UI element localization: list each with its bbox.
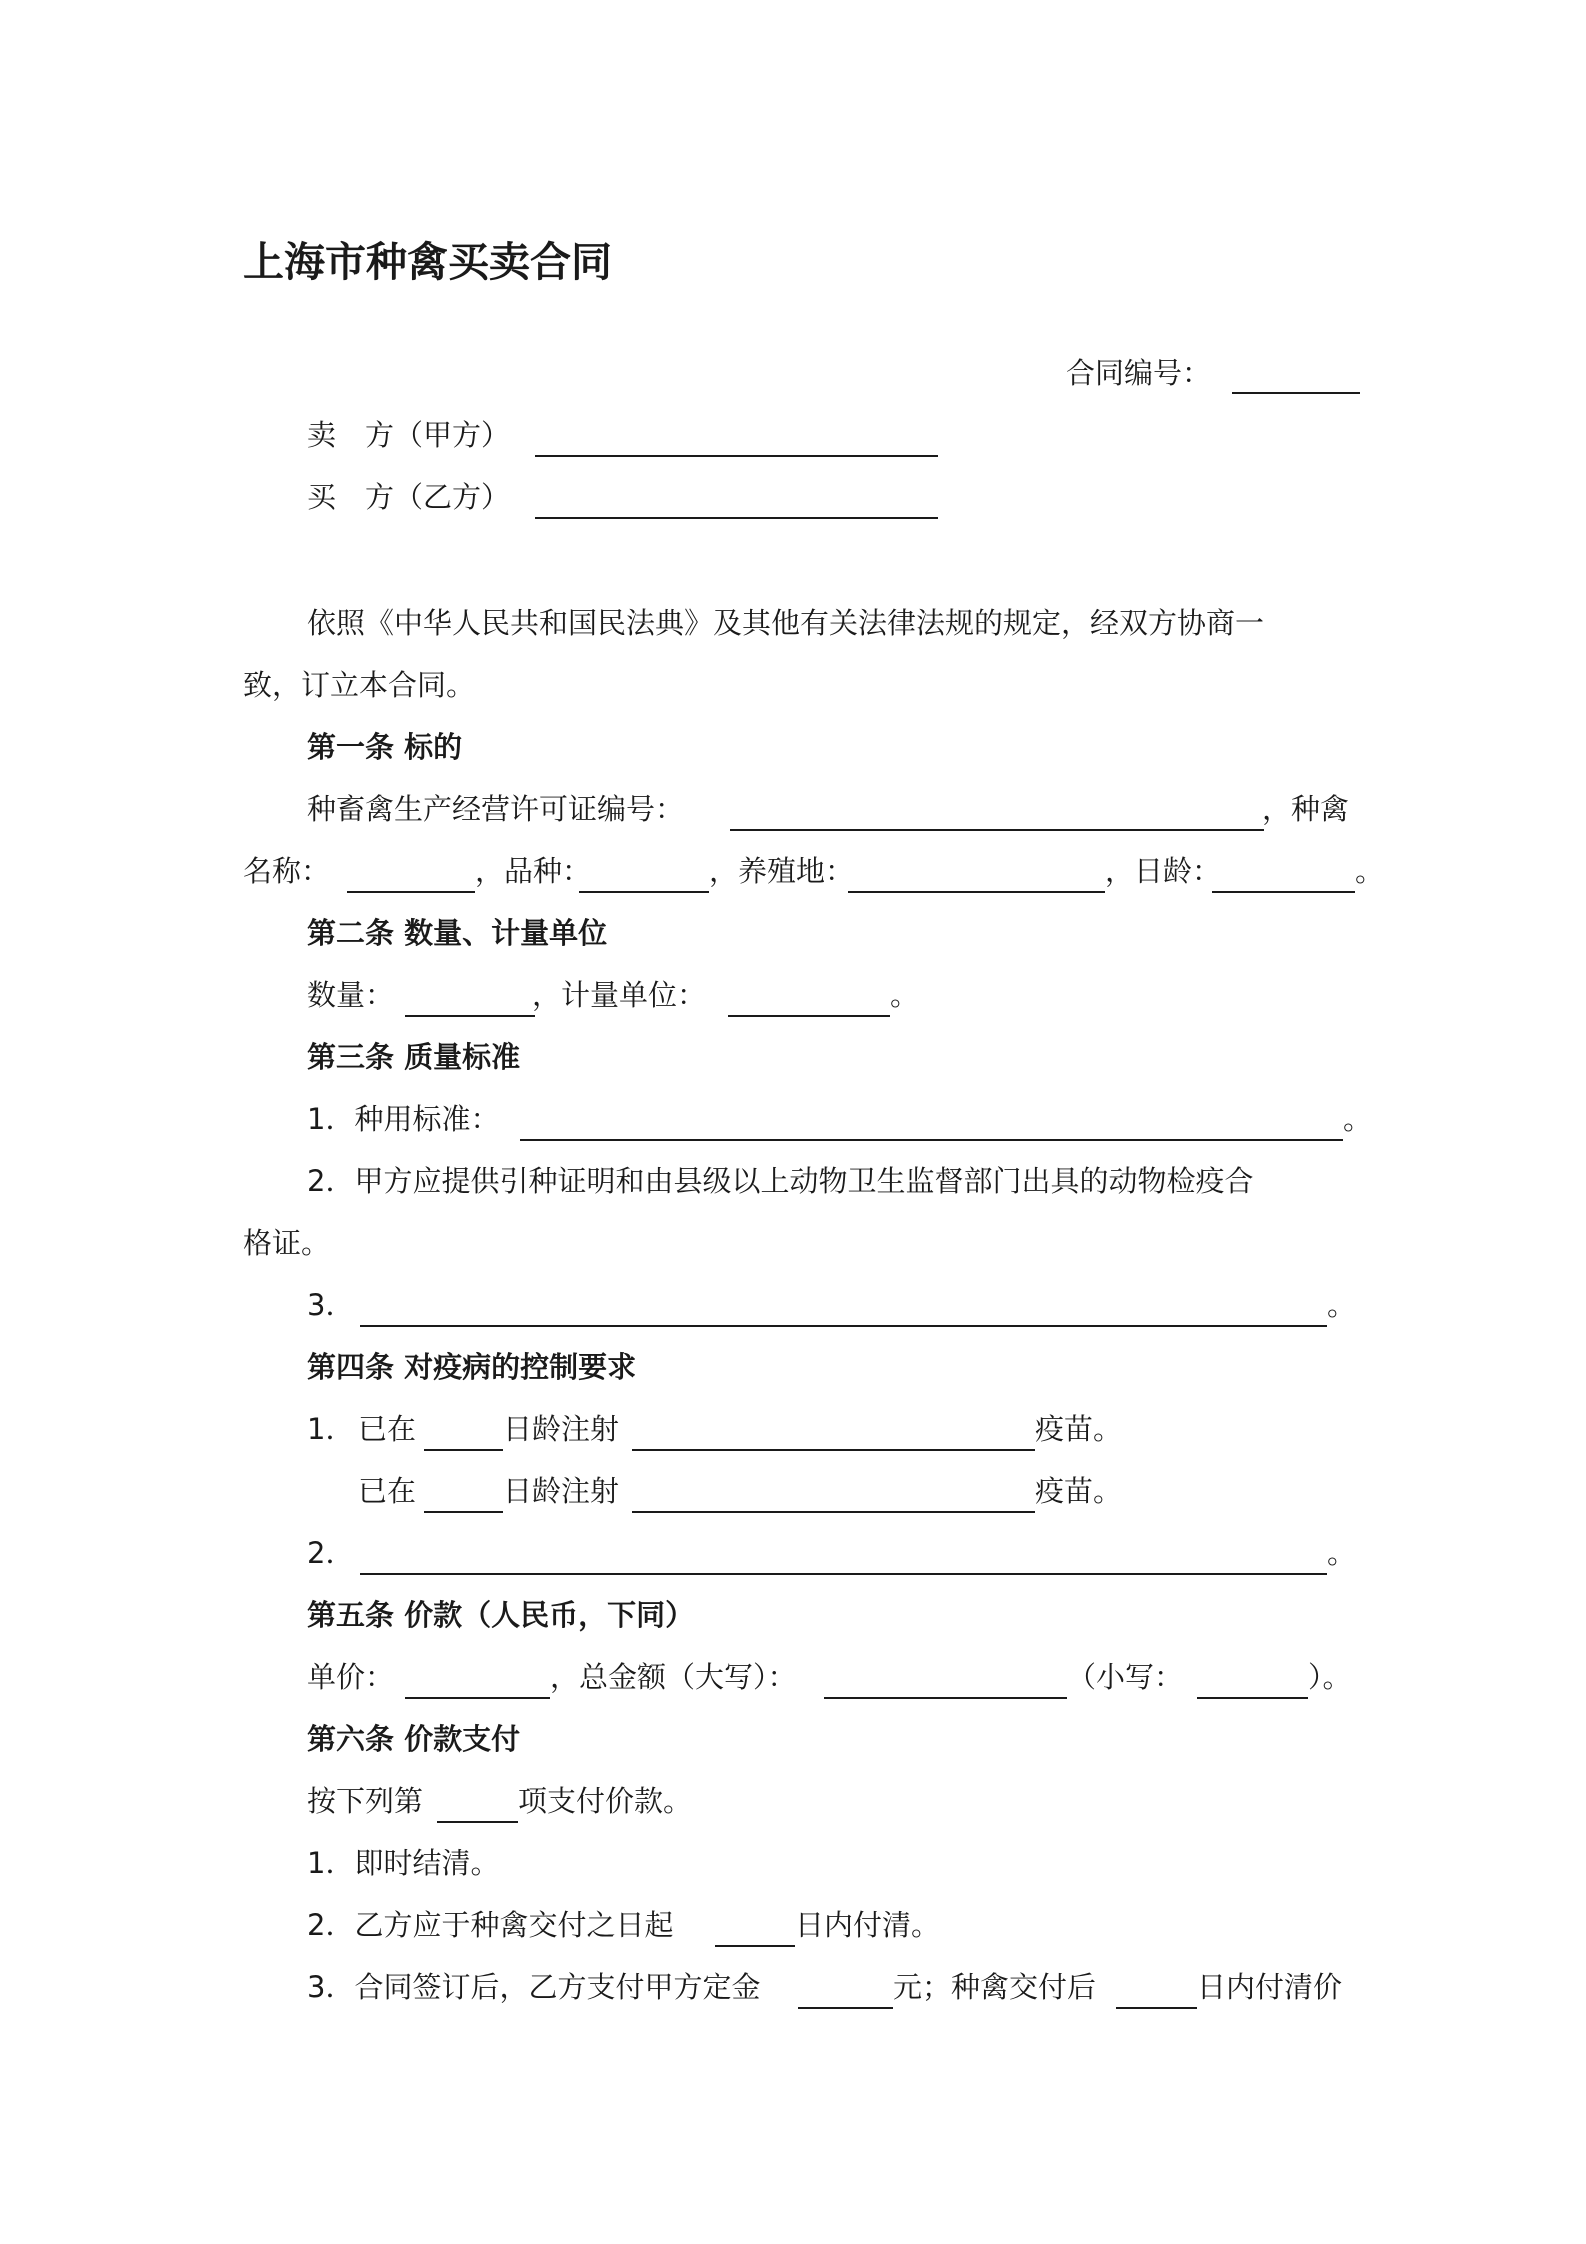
article-1-details-row — [0, 848, 1586, 894]
vaccine-name-field-2[interactable] — [632, 1511, 1035, 1513]
article-4-heading — [0, 1344, 1586, 1390]
breeding-standard-field[interactable] — [520, 1139, 1343, 1141]
payment-option-label-a: 按下列第 — [307, 1784, 424, 1818]
seller-field[interactable] — [535, 455, 938, 457]
age-label: ，日龄： — [1105, 854, 1222, 888]
seller-row — [0, 412, 1586, 458]
contract-number-field[interactable] — [1232, 392, 1360, 394]
breeding-standard-label: 1．种用标准： — [307, 1102, 500, 1136]
small-amount-field[interactable] — [1197, 1697, 1308, 1699]
intro-text-1: 依照《中华人民共和国民法典》及其他有关法律法规的规定，经双方协商一 — [307, 606, 1265, 640]
item-3-field[interactable] — [360, 1325, 1327, 1327]
contract-number-label: 合同编号： — [1066, 356, 1212, 390]
vaccine-label: 疫苗。 — [1035, 1412, 1123, 1446]
name-label: 名称： — [243, 854, 331, 888]
payment-option-field[interactable] — [437, 1821, 518, 1823]
payment-item-2-b: 日内付清。 — [795, 1908, 941, 1942]
already-label: 已在 — [358, 1412, 417, 1446]
seller-label: 卖 方（甲方） — [307, 418, 511, 452]
article-6-item-2 — [0, 1902, 1586, 1948]
article-3-item-2-line-2 — [0, 1220, 1586, 1266]
qty-field[interactable] — [405, 1015, 535, 1017]
total-amount-label: ，总金额（大写）： — [550, 1660, 797, 1694]
article-6-item-3 — [0, 1964, 1586, 2010]
payment-item-3-b: 元；种禽交付后 — [893, 1970, 1097, 2004]
article-1-heading — [0, 724, 1586, 770]
unit-label: ，计量单位： — [532, 978, 707, 1012]
article-3-title: 第三条 质量标准 — [307, 1040, 521, 1074]
deposit-field[interactable] — [798, 2007, 893, 2009]
item-3-label: 3． — [307, 1288, 355, 1322]
payment-item-3-c: 日内付清价 — [1197, 1970, 1343, 2004]
article-6-intro — [0, 1778, 1586, 1824]
farm-field[interactable] — [848, 891, 1105, 893]
article-5-heading — [0, 1592, 1586, 1638]
article-5-row — [0, 1654, 1586, 1700]
buyer-row — [0, 474, 1586, 520]
article-4-title: 第四条 对疫病的控制要求 — [307, 1350, 637, 1384]
item-3-end: 。 — [1327, 1288, 1357, 1322]
breed-prefix: ，种禽 — [1262, 792, 1350, 826]
variety-label: ，品种： — [475, 854, 592, 888]
article-6-heading — [0, 1716, 1586, 1762]
qty-label: 数量： — [307, 978, 395, 1012]
article-6-title: 第六条 价款支付 — [307, 1722, 521, 1756]
vaccine-name-field-1[interactable] — [632, 1449, 1035, 1451]
article-3-item-2-line-1 — [0, 1158, 1586, 1204]
intro-line-2 — [0, 662, 1586, 708]
article-6-item-1 — [0, 1840, 1586, 1886]
article-4-item-1b — [0, 1468, 1586, 1514]
payment-item-1: 1．即时结清。 — [307, 1846, 500, 1880]
balance-days-field[interactable] — [1116, 2007, 1197, 2009]
unit-field[interactable] — [728, 1015, 890, 1017]
article-4-item-2 — [0, 1530, 1586, 1576]
vaccine-age-field-2[interactable] — [424, 1511, 503, 1513]
item-2-text-1: 2．甲方应提供引种证明和由县级以上动物卫生监督部门出具的动物检疫合 — [307, 1164, 1254, 1198]
article-5-title: 第五条 价款（人民币，下同） — [307, 1598, 695, 1632]
license-label: 种畜禽生产经营许可证编号： — [307, 792, 685, 826]
vaccine-age-field-1[interactable] — [424, 1449, 503, 1451]
item-2-text-2: 格证。 — [243, 1226, 331, 1260]
payment-item-3-a: 3．合同签订后，乙方支付甲方定金 — [307, 1970, 761, 2004]
vaccine-label: 疫苗。 — [1035, 1474, 1123, 1508]
buyer-field[interactable] — [535, 517, 938, 519]
article-4-item-1 — [0, 1406, 1586, 1452]
article-5-end: ）。 — [1308, 1660, 1352, 1694]
age-field[interactable] — [1212, 891, 1355, 893]
small-amount-label: （小写： — [1067, 1660, 1184, 1694]
page-title: 上海市种禽买卖合同 — [243, 238, 612, 286]
item-2-label: 2． — [307, 1536, 355, 1570]
unit-price-field[interactable] — [405, 1697, 550, 1699]
item-2-end: 。 — [1327, 1536, 1357, 1570]
article-1-end: 。 — [1355, 854, 1385, 888]
contract-number-row — [0, 350, 1586, 396]
unit-price-label: 单价： — [307, 1660, 395, 1694]
already-label: 已在 — [358, 1474, 417, 1508]
item-1-end: 。 — [1343, 1102, 1373, 1136]
license-field[interactable] — [730, 829, 1264, 831]
name-field[interactable] — [347, 891, 475, 893]
item-1-number: 1． — [307, 1412, 355, 1446]
variety-field[interactable] — [579, 891, 709, 893]
article-1-title: 第一条 标的 — [307, 730, 463, 764]
article-3-heading — [0, 1034, 1586, 1080]
article-2-title: 第二条 数量、计量单位 — [307, 916, 608, 950]
intro-line-1 — [0, 600, 1586, 646]
article-2-row — [0, 972, 1586, 1018]
age-inject-label: 日龄注射 — [503, 1474, 620, 1508]
payment-days-field[interactable] — [715, 1945, 795, 1947]
article-2-end: 。 — [890, 978, 920, 1012]
payment-option-label-b: 项支付价款。 — [518, 1784, 693, 1818]
total-amount-field[interactable] — [824, 1697, 1067, 1699]
buyer-label: 买 方（乙方） — [307, 480, 511, 514]
farm-label: ，养殖地： — [709, 854, 855, 888]
article-3-item-3 — [0, 1282, 1586, 1328]
intro-text-2: 致，订立本合同。 — [243, 668, 476, 702]
disease-control-field[interactable] — [360, 1573, 1327, 1575]
article-2-heading — [0, 910, 1586, 956]
article-3-item-1 — [0, 1096, 1586, 1142]
payment-item-2-a: 2．乙方应于种禽交付之日起 — [307, 1908, 674, 1942]
article-1-license-row — [0, 786, 1586, 832]
age-inject-label: 日龄注射 — [503, 1412, 620, 1446]
